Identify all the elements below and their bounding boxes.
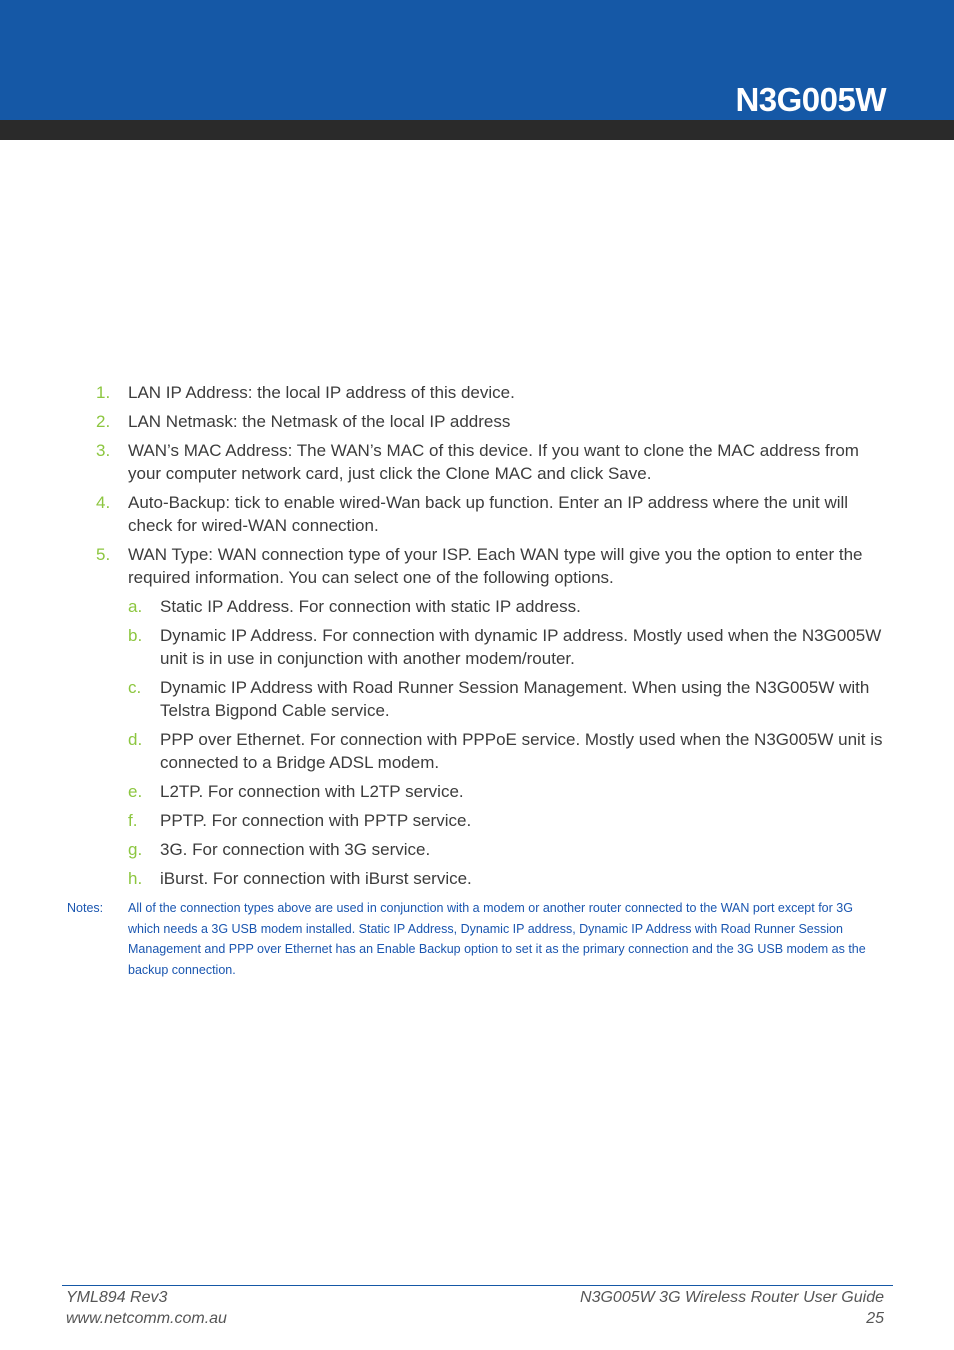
list-number: 5. (96, 545, 111, 564)
sub-list-item (128, 780, 888, 803)
sub-list-letter: f. (128, 811, 138, 830)
list-number: 4. (96, 493, 111, 512)
list-item-text: WAN Type: WAN connection type of your ISP. Each WAN type will give you the option to enter the required information. You can select one of the following options. (128, 545, 863, 587)
main-content (0, 381, 954, 980)
sub-list-letter: g. (128, 840, 143, 859)
list-item (0, 410, 954, 433)
settings-list (0, 381, 954, 890)
sub-list-letter: d. (128, 730, 143, 749)
sub-list-letter: h. (128, 869, 143, 888)
sub-list-item (128, 624, 888, 670)
wan-type-options (128, 595, 888, 890)
footer-left (66, 1287, 227, 1329)
list-item (0, 439, 954, 485)
sub-list-item (128, 676, 888, 722)
list-item-text: WAN’s MAC Address: The WAN’s MAC of this device. If you want to clone the MAC address from your computer network card, just click the Clone MAC and click Save. (128, 441, 859, 483)
doc-code: YML894 Rev3 (66, 1289, 168, 1306)
footer-divider (62, 1285, 893, 1286)
notes-section (0, 898, 954, 980)
list-item-text: LAN IP Address: the local IP address of this device. (128, 383, 515, 402)
list-number: 2. (96, 412, 111, 431)
list-number: 1. (96, 383, 111, 402)
sub-list-text: PPTP. For connection with PPTP service. (160, 811, 472, 830)
list-number: 3. (96, 441, 111, 460)
sub-list-text: Dynamic IP Address. For connection with dynamic IP address. Mostly used when the N3G005W unit is in use in conjunction with another modem/router. (160, 626, 882, 668)
list-item (0, 491, 954, 537)
sub-list-item (128, 728, 888, 774)
sub-list-letter: a. (128, 597, 143, 616)
sub-list-text: Static IP Address. For connection with static IP address. (160, 597, 581, 616)
page-number: 25 (866, 1310, 884, 1327)
list-item (0, 381, 954, 404)
sub-list-item (128, 867, 888, 890)
list-item-text: LAN Netmask: the Netmask of the local IP address (128, 412, 511, 431)
list-item (0, 543, 954, 890)
header-dark-bar (0, 120, 954, 140)
sub-list-text: Dynamic IP Address with Road Runner Session Management. When using the N3G005W with Telstra Bigpond Cable service. (160, 678, 870, 720)
sub-list-item (128, 838, 888, 861)
sub-list-text: PPP over Ethernet. For connection with PPPoE service. Mostly used when the N3G005W unit is connected to a Bridge ADSL modem. (160, 730, 883, 772)
model-title: N3G005W (735, 81, 886, 118)
notes-label: Notes: (67, 901, 104, 915)
sub-list-text: L2TP. For connection with L2TP service. (160, 782, 464, 801)
sub-list-letter: c. (128, 678, 142, 697)
notes-text: All of the connection types above are used in conjunction with a modem or another router connected to the WAN port except for 3G which needs a 3G USB modem installed. Static IP Address, Dynamic IP address, Dynamic IP Address with Road Runner Session Management and PPP over Ethernet has an Enable Backup option to set it as the primary connection and the 3G USB modem as the backup connection. (128, 901, 866, 977)
website-link[interactable]: www.netcomm.com.au (66, 1310, 227, 1327)
sub-list-letter: e. (128, 782, 143, 801)
guide-title: N3G005W 3G Wireless Router User Guide (580, 1289, 884, 1306)
sub-list-text: iBurst. For connection with iBurst service. (160, 869, 472, 888)
list-item-text: Auto-Backup: tick to enable wired-Wan back up function. Enter an IP address where the unit will check for wired-WAN connection. (128, 493, 849, 535)
sub-list-letter: b. (128, 626, 143, 645)
sub-list-text: 3G. For connection with 3G service. (160, 840, 431, 859)
sub-list-item (128, 595, 888, 618)
sub-list-item (128, 809, 888, 832)
footer-right (580, 1287, 884, 1329)
